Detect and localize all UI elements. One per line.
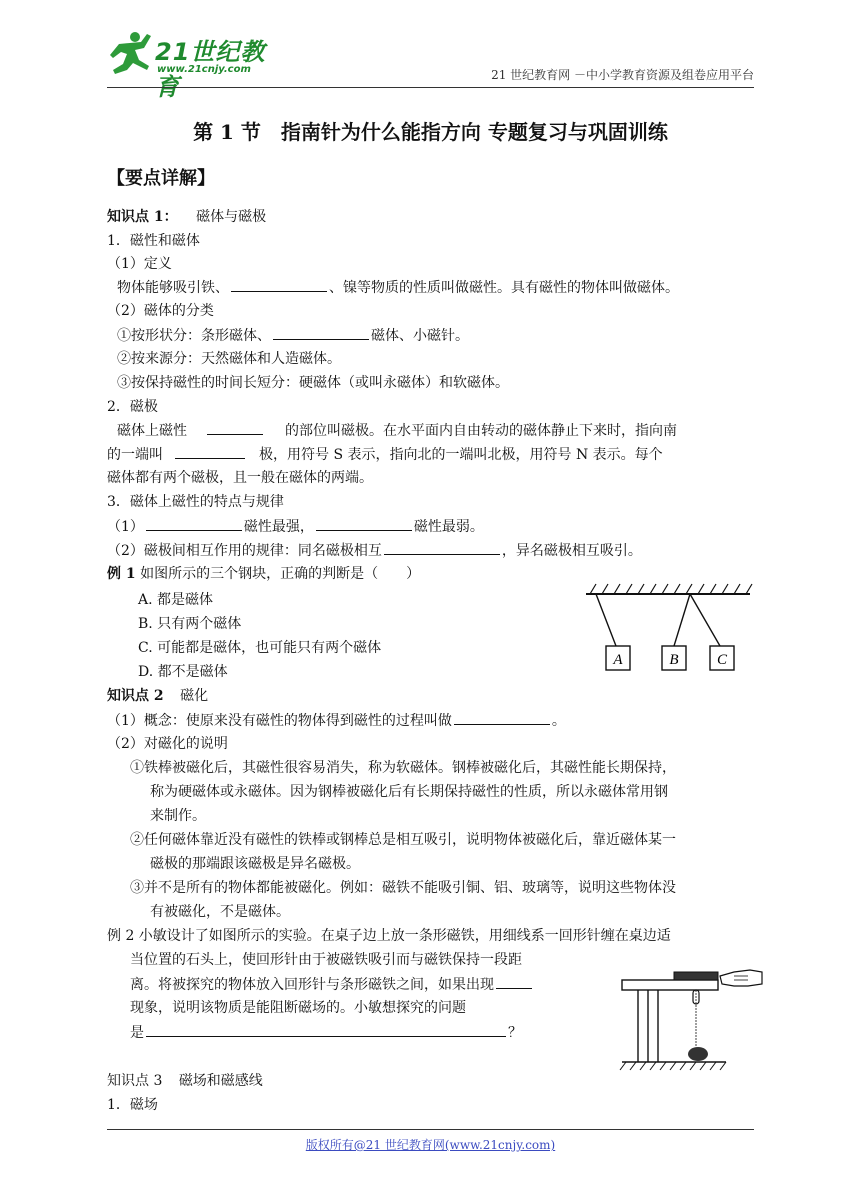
footer-rule xyxy=(107,1129,754,1130)
text-part: ，异名磁极相互吸引。 xyxy=(501,543,642,559)
text-part: 。 xyxy=(551,713,566,729)
example1-option-b[interactable]: B. 只有两个磁体 xyxy=(138,616,242,632)
kp2-p1 xyxy=(107,710,566,731)
kp3-heading xyxy=(107,1071,263,1091)
page-title: 第 1 节 指南针为什么能指方向 专题复习与巩固训练 xyxy=(193,120,668,144)
text-part: （2）磁极间相互作用的规律：同名磁极相互 xyxy=(107,543,382,559)
example1-question xyxy=(107,564,420,584)
text-part: （1） xyxy=(107,519,144,535)
example1-option-d[interactable]: D. 都不是磁体 xyxy=(138,664,228,680)
blank[interactable] xyxy=(175,444,245,459)
kp1-s1-2: （2）磁体的分类 xyxy=(107,303,214,319)
header xyxy=(0,0,861,101)
kp2-p2-3b: 有被磁化，不是磁体。 xyxy=(150,904,290,920)
kp1-s2-l1 xyxy=(117,420,677,441)
blank[interactable] xyxy=(207,420,263,435)
kp1-s2-l3: 磁体都有两个磁极，且一般在磁体的两端。 xyxy=(107,470,373,486)
text-part: 极，用符号 S 表示，指向北的一端叫北极，用符号 N 表示。每个 xyxy=(259,447,663,463)
text-part: 磁性最弱。 xyxy=(413,519,484,535)
text-part: 物体能够吸引铁、 xyxy=(117,280,229,296)
text-part: ①按形状分：条形磁体、 xyxy=(117,328,271,344)
kp2-p2-1b: 称为硬磁体或永磁体。因为钢棒被磁化后有长期保持磁性的性质，所以永磁体常用钢 xyxy=(150,784,668,800)
kp1-s1-2-a xyxy=(117,325,469,346)
example1-text: 如图所示的三个钢块，正确的判断是（ ） xyxy=(140,566,421,582)
kp1-s1-1: （1）定义 xyxy=(107,256,172,272)
text-part: （1）概念：使原来没有磁性的物体得到磁性的过程叫做 xyxy=(107,713,452,729)
example1-option-a[interactable]: A. 都是磁体 xyxy=(138,592,214,608)
example2-l4: 现象，说明该物质是能阻断磁场的。小敏想探究的问题 xyxy=(130,1000,466,1016)
runner-logo-icon xyxy=(105,30,157,78)
header-site-text: 21 世纪教育网 －中小学教育资源及组卷应用平台 xyxy=(491,68,754,82)
kp1-heading xyxy=(107,207,266,227)
kp3-name: 磁场和磁感线 xyxy=(178,1073,263,1089)
kp2-name: 磁化 xyxy=(180,688,209,704)
blank[interactable] xyxy=(146,1022,506,1037)
example2-l2: 当位置的石头上，使回形针由于被磁铁吸引而与磁铁保持一段距 xyxy=(130,952,522,968)
blank[interactable] xyxy=(316,516,412,531)
kp2-label: 知识点 2 xyxy=(107,688,164,704)
fig-label-a: A xyxy=(613,652,623,668)
text-part: 、镍等物质的性质叫做磁性。具有磁性的物体叫做磁体。 xyxy=(329,280,679,296)
section-heading: 【要点详解】 xyxy=(107,168,215,189)
kp2-heading xyxy=(107,686,208,706)
kp1-s1-1-text xyxy=(117,277,679,298)
blank[interactable] xyxy=(496,974,532,989)
header-rule xyxy=(107,87,754,88)
example2-l3 xyxy=(130,974,534,995)
kp3-s1: 1．磁场 xyxy=(107,1097,158,1113)
logo-url-text: www.21cnjy.com xyxy=(157,64,251,75)
kp1-s1: 1．磁性和磁体 xyxy=(107,233,200,249)
example2-figure xyxy=(616,962,766,1074)
fig-label-c: C xyxy=(716,652,728,668)
example1-label: 例 1 xyxy=(107,566,136,582)
footer-link[interactable]: 版权所有@21 世纪教育网(www.21cnjy.com) xyxy=(305,1138,556,1152)
kp1-label: 知识点 1： xyxy=(107,209,178,225)
text-part: 磁体上磁性 xyxy=(117,423,187,439)
kp1-s1-2-b: ②按来源分：天然磁体和人造磁体。 xyxy=(117,351,341,367)
text-part: 磁体、小磁针。 xyxy=(371,328,469,344)
blank[interactable] xyxy=(454,710,550,725)
example1-figure xyxy=(582,580,754,676)
fig-label-b: B xyxy=(669,652,679,668)
kp1-s3-2 xyxy=(107,540,642,561)
blank[interactable] xyxy=(384,540,500,555)
kp1-s2-l2 xyxy=(107,444,663,465)
kp1-s2: 2．磁极 xyxy=(107,399,158,415)
text-part: 是 xyxy=(130,1025,144,1041)
kp1-s3: 3．磁体上磁性的特点与规律 xyxy=(107,494,284,510)
example2-l5 xyxy=(130,1022,522,1043)
kp3-label: 知识点 3 xyxy=(107,1073,163,1089)
kp2-p2: （2）对磁化的说明 xyxy=(107,736,228,752)
kp2-p2-2a: ②任何磁体靠近没有磁性的铁棒或钢棒总是相互吸引，说明物体被磁化后，靠近磁体某一 xyxy=(130,832,676,848)
kp1-s1-2-c: ③按保持磁性的时间长短分：硬磁体（或叫永磁体）和软磁体。 xyxy=(117,375,509,391)
blank[interactable] xyxy=(231,277,327,292)
logo-main-text: 21世纪教育 xyxy=(155,38,266,101)
kp2-p2-1c: 来制作。 xyxy=(150,808,206,824)
kp1-name: 磁体与磁极 xyxy=(196,209,267,225)
kp2-p2-2b: 磁极的那端跟该磁极是异名磁极。 xyxy=(150,856,360,872)
text-part: 离。将被探究的物体放入回形针与条形磁铁之间，如果出现 xyxy=(130,977,494,993)
text-part: 磁性最强， xyxy=(243,519,314,535)
blank[interactable] xyxy=(273,325,369,340)
logo[interactable] xyxy=(105,30,285,101)
blank[interactable] xyxy=(146,516,242,531)
kp1-s3-1 xyxy=(107,516,484,537)
example2-l1: 例 2 小敏设计了如图所示的实验。在桌子边上放一条形磁铁，用细线系一回形针缠在桌边适 xyxy=(107,928,671,944)
text-part: ？ xyxy=(508,1025,522,1041)
kp2-p2-1a: ①铁棒被磁化后，其磁性很容易消失，称为软磁体。钢棒被磁化后，其磁性能长期保持， xyxy=(130,760,676,776)
text-part: 的部位叫磁极。在水平面内自由转动的磁体静止下来时，指向南 xyxy=(285,423,677,439)
text-part: 的一端叫 xyxy=(107,447,163,463)
kp2-p2-3a: ③并不是所有的物体都能被磁化。例如：磁铁不能吸引铜、铝、玻璃等，说明这些物体没 xyxy=(130,880,676,896)
example1-option-c[interactable]: C. 可能都是磁体，也可能只有两个磁体 xyxy=(138,640,382,656)
